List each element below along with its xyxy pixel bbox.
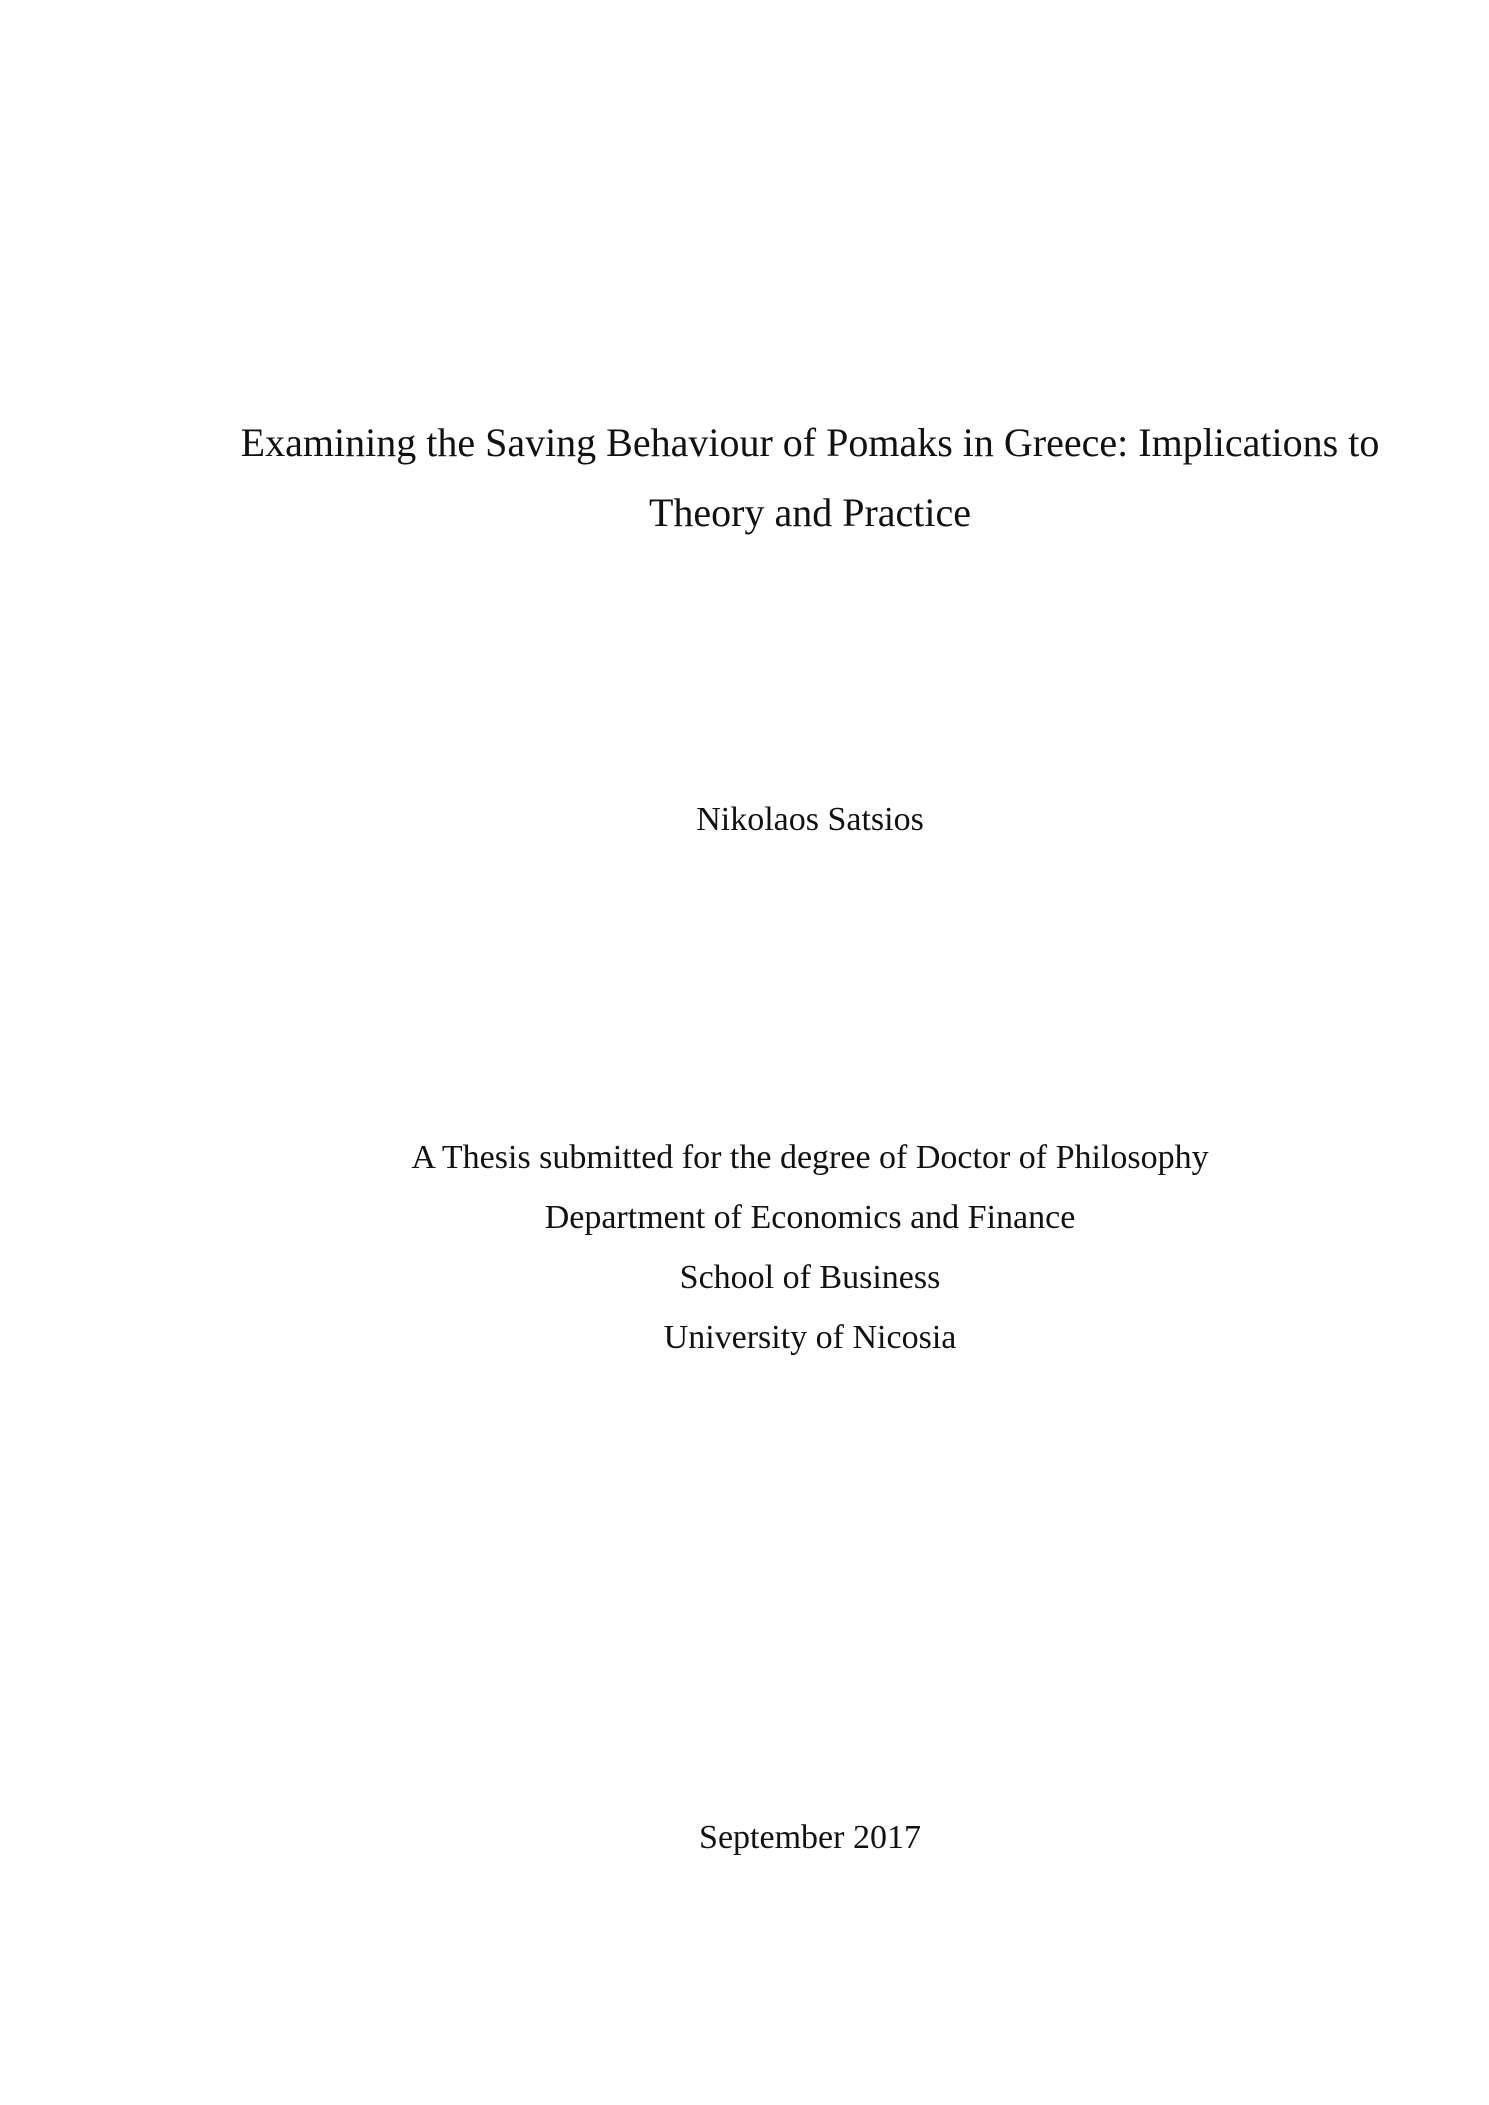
degree-statement: A Thesis submitted for the degree of Doctor of Philosophy — [411, 1139, 1209, 1176]
thesis-title-line-1: Examining the Saving Behaviour of Pomaks in Greece: Implications to — [240, 420, 1380, 465]
university-name: University of Nicosia — [663, 1319, 957, 1356]
department-name: Department of Economics and Finance — [544, 1199, 1076, 1236]
submission-date: September 2017 — [699, 1819, 921, 1856]
thesis-title-line-2: Theory and Practice — [648, 490, 972, 535]
author-name: Nikolaos Satsios — [696, 801, 924, 838]
thesis-title — [240, 408, 1380, 548]
affiliation-block — [240, 1128, 1380, 1368]
school-name: School of Business — [679, 1259, 941, 1296]
